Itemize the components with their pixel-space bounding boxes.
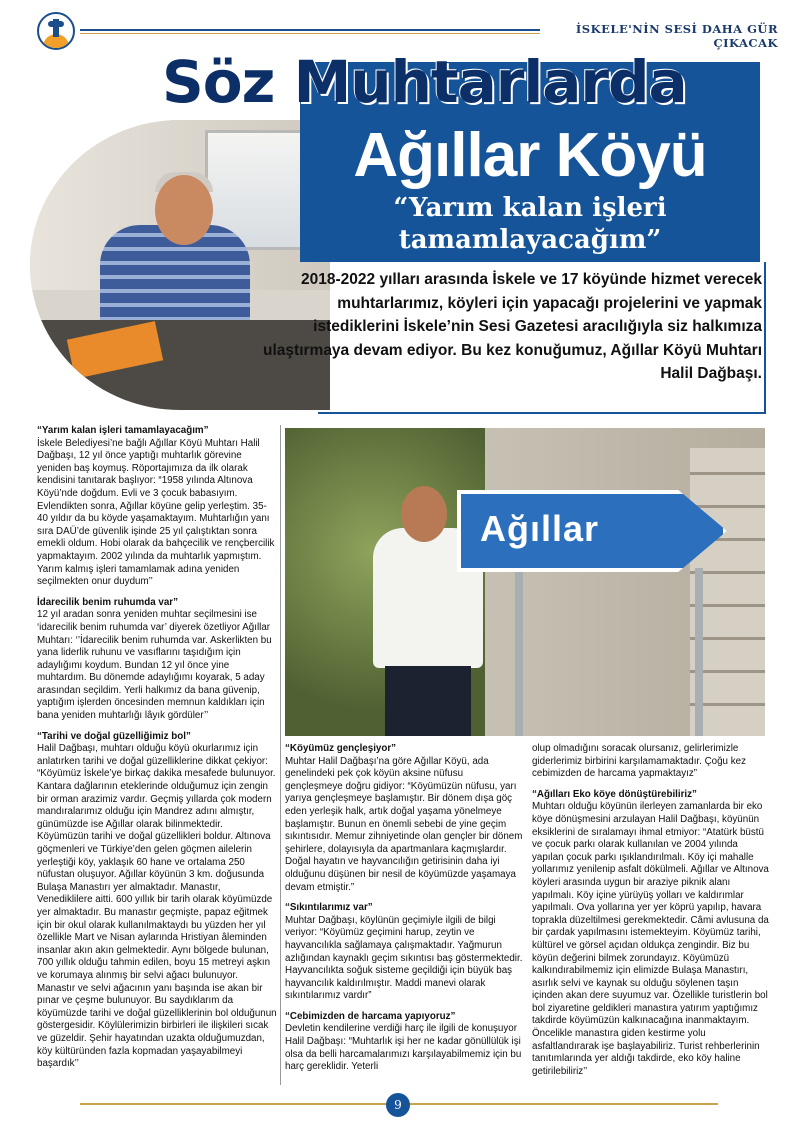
- header-tagline: İSKELE'NİN SESİ DAHA GÜR ÇIKACAK: [575, 22, 778, 50]
- article-column-1: [37, 425, 277, 1071]
- section-heading: “Tarihi ve doğal güzelliğimiz bol”: [37, 730, 191, 742]
- section-body: Muhtarı olduğu köyünün ilerleyen zamanlarda bir eko köye dönüşmesini arzulayan Halil Dağbaşı, köyünün eksiklerini de sıralamayı ihmal etmiyor: “Atatürk büstü ve çocuk parkı olarak kullanılan ve 2004 yılında yapılan çocuk parkı ışıklandırılmalı. Köy içi mahalle yollarımız yenilenip asfalt dökülmeli. Ağıllar ve Altınova köyleri arasında uygun bir araziye piknik alanı yapılmalı. Köy içine yürüyüş yolları ve kaldırımlar yapılmalı. Ova yollarına yer yer köprü yapılıp, havara toprakla düzeltilmesi gerekmektedir. Câmi avlusuna da bir çardak yapılmasını istemekteyim. Köyümüz tarihi, kültürel ve görsel açıdan oldukça zengindir. Biz bu köyün değerini bilmek zorundayız. Köyümüzü kalkındırabilmemiz için elimizde Bulaşa Manastırı, asırlık selvi ve kaynak su olduğu söylenen taşın içinden akan dere suyumuz var. Özellikle turistlerin bol bol ziyaretine geldikleri manastıra yatırım yaptığımız takdirde köyümüzün kalkınacağına inanmaktayım. Öncelikle manastıra giden kestirme yolu asfaltlandırarak işe başlayabiliriz. Turist rehberlerinin tanıtımlarında yer aldığı takdirde, eko köy haline getirilebiliriz’’: [532, 801, 769, 1077]
- road-sign-text: Ağıllar: [480, 508, 600, 549]
- village-name-heading: Ağıllar Köyü: [353, 121, 707, 190]
- column-divider: [280, 425, 281, 1085]
- section-body: olup olmadığını soracak olursanız, gelirlerimizle giderlerimiz birbirini karşılamamaktadır. Çoğu kez cebimizden de harcama yapmaktayız”: [532, 743, 746, 780]
- section-heading: “Cebimizden de harcama yapıyoruz”: [285, 1010, 456, 1022]
- section-body: Muhtar Halil Dağbaşı’na göre Ağıllar Köyü, ada genelindeki pek çok köyün aksine nüfusu gençleşmeye doğru gidiyor: “Köyümüzün nüfusu, yarı yarıya gençleşmeye başlamıştır. Bir dönem dışa göç eden yerleşik halk, artık doğal yaşama yönelmeye başlamıştır. Bunun en önemli sebebi de yine geçim sıkıntısıdır. Memur zihniyetinde olan gençler bir dönem şehirlere, dolayısıyla da apartmanlara kaçmışlardır. Doğal hayatın ve hayvancılığın getirisinin daha iyi olduğunu düşünen bir nesil de köyümüzde yaşamaya devam etmiştir.”: [285, 755, 523, 893]
- iskele-logo: [37, 12, 75, 50]
- section-body: Halil Dağbaşı, muhtarı olduğu köyü okurlarımız için anlatırken tarihi ve doğal güzelliklerine dikkat çekiyor: “Köyümüz İskele’ye birkaç dakika mesafede bulunuyor. Kantara dağlarının eteklerinde olduğumuz için zengin bir orman arazimiz vardır. Geçmiş yıllarda çok modern mandıralarımız olduğu için Mandrez adını almıştır, günümüzde ise Ağıllar olarak bilinmektedir. Köyümüzün tarihi ve doğal güzellikleri boldur. Altınova göçmenleri ve Türkiye’den gelen göçmen ailelerin yerleştiği köy, yaklaşık 60 hane ve ortalama 250 nüfustan oluşuyor. Ağıllar köyünün 3 km. doğusunda Bulaşa Manastırı yer almaktadır. Manastır, Venediklilere aitti. 600 yıllık bir tarih olarak köyümüzde yer almaktadır. Bu manastır geçmişte, papaz eğitmek için bir okul olarak kullanılmaktaydı bu yüzden her yıl özellikle Mart ve Nisan aylarında Hristiyan âleminden insanlar akın akın gelmektedir. Aynı bölgede bulunan, 700 yıllık olduğu tahmin edilen, boyu 15 metreyi aşkın ve korumaya alınmış bir selvi ağacı bulunuyor. Manastır ve selvi ağacının yanı başında ise akan bir pınar ve çeşme bulunuyor. Bu saydıklarım da köyümüzde tarihi ve doğal güzelliklerinin bol olduğunun göstergesidir. Köylülerimizin birbirleri ile ilişkileri sıcak ve güzeldir. Şehir hayatından uzakta olduğumuzdan, köy kültüründen fazla kopmadan yaşayabilmeyi başardık’’: [37, 743, 277, 1070]
- header-rule-gold: [80, 33, 540, 34]
- page-title: Söz Muhtarlarda: [162, 48, 687, 116]
- section-body: Devletin kendilerine verdiği harç ile ilgili de konuşuyor Halil Dağbaşı: “Muhtarlık işi her ne kadar gönüllülük işi olsa da belli harcamalarımızı karşılayabilmemiz için bu harç gereklidir. Yeterli: [285, 1023, 522, 1073]
- header-rule: [80, 29, 540, 31]
- page-number: 9: [386, 1093, 410, 1117]
- section-body: 12 yıl aradan sonra yeniden muhtar seçilmesini ise ‘idarecilik benim ruhumda var’ diyerek özetliyor Ağıllar Muhtarı: ‘’İdarecilik benim ruhumda var. Askerlikten bu yana liderlik ruhunu ve vasıflarını taşıdığım için adaylığımı koydum. Bundan 12 yıl önce yine muhtardım. Bu dönemde adaylığımı koyarak, 5 aday arasından seçildim. Yerli halkımız da bana güvenip, yaptığım işlerden öncesinden memnun kaldıkları için bana yeniden muhtarlığı lâyık gördüler’’: [37, 609, 272, 722]
- section-heading: “Sıkıntılarımız var”: [285, 902, 373, 914]
- logo-tree-trunk: [53, 19, 59, 37]
- section-body: Muhtar Dağbaşı, köylünün geçimiyle ilgili de bilgi veriyor: “Köyümüz geçimini harup, zeytin ve hayvancılıkla sağlamaya çalışmaktadır. Yağmurun azlığından kaynaklı geçim sıkıntısı baş göstermektedir. Hayvancılıkta soğuk sisteme geçildiği için büyük baş hayvancılık kaldırılmıştır. Maddi manevi olarak sıkıntılarımız vardır”: [285, 914, 523, 1002]
- footer-rule-left: [80, 1103, 390, 1105]
- footer-rule-right: [408, 1103, 718, 1105]
- section-heading: “Ağılları Eko köye dönüştürebiliriz”: [532, 788, 697, 800]
- article-column-3: [532, 743, 770, 1078]
- section-body: İskele Belediyesi’ne bağlı Ağıllar Köyü Muhtarı Halil Dağbaşı, 12 yıl önce yaptığı muhtarlık görevine yeniden baş koymuş. Röportajımıza da ilk olarak kendisini tanıtarak başlıyor: “1958 yılında Altınova Köyü’nde doğdum. Evli ve 3 çocuk babasıyım. Evlendikten sonra, Ağıllar köyüne gelip yerleştim. 35-40 yıldır da bu köyde yaşamaktayım. Muhtarlığın yanı sıra DAÜ’de güvenlik işinde 25 yıl çalıştıktan sonra emekli oldum. Hobi olarak da bahçecilik ve rençbercilik yapmaktayım. 2002 yılında da muhtarlık yapmıştım. Yarım kalmış işleri tamamlamak adına yeniden seçilmekten onur duydum’’: [37, 437, 275, 588]
- section-heading: “Köyümüz gençleşiyor”: [285, 743, 397, 754]
- headline-quote: “Yarım kalan işleri tamamlayacağım”: [393, 193, 667, 255]
- section-heading: “Yarım kalan işleri tamamlayacağım”: [37, 425, 209, 436]
- village-sign-photo: [285, 428, 765, 736]
- article-column-2: [285, 743, 523, 1074]
- intro-paragraph: 2018-2022 yılları arasında İskele ve 17 köyünde hizmet verecek muhtarlarımız, köyleri için yapacağı projelerini ve yapmak istediklerini İskele’nin Sesi Gazetesi aracılığıyla siz halkımıza ulaştırmaya devam ediyor. Bu kez konuğumuz, Ağıllar Köyü Muhtarı Halil Dağbaşı.: [263, 271, 762, 382]
- section-heading: İdarecilik benim ruhumda var”: [37, 596, 179, 608]
